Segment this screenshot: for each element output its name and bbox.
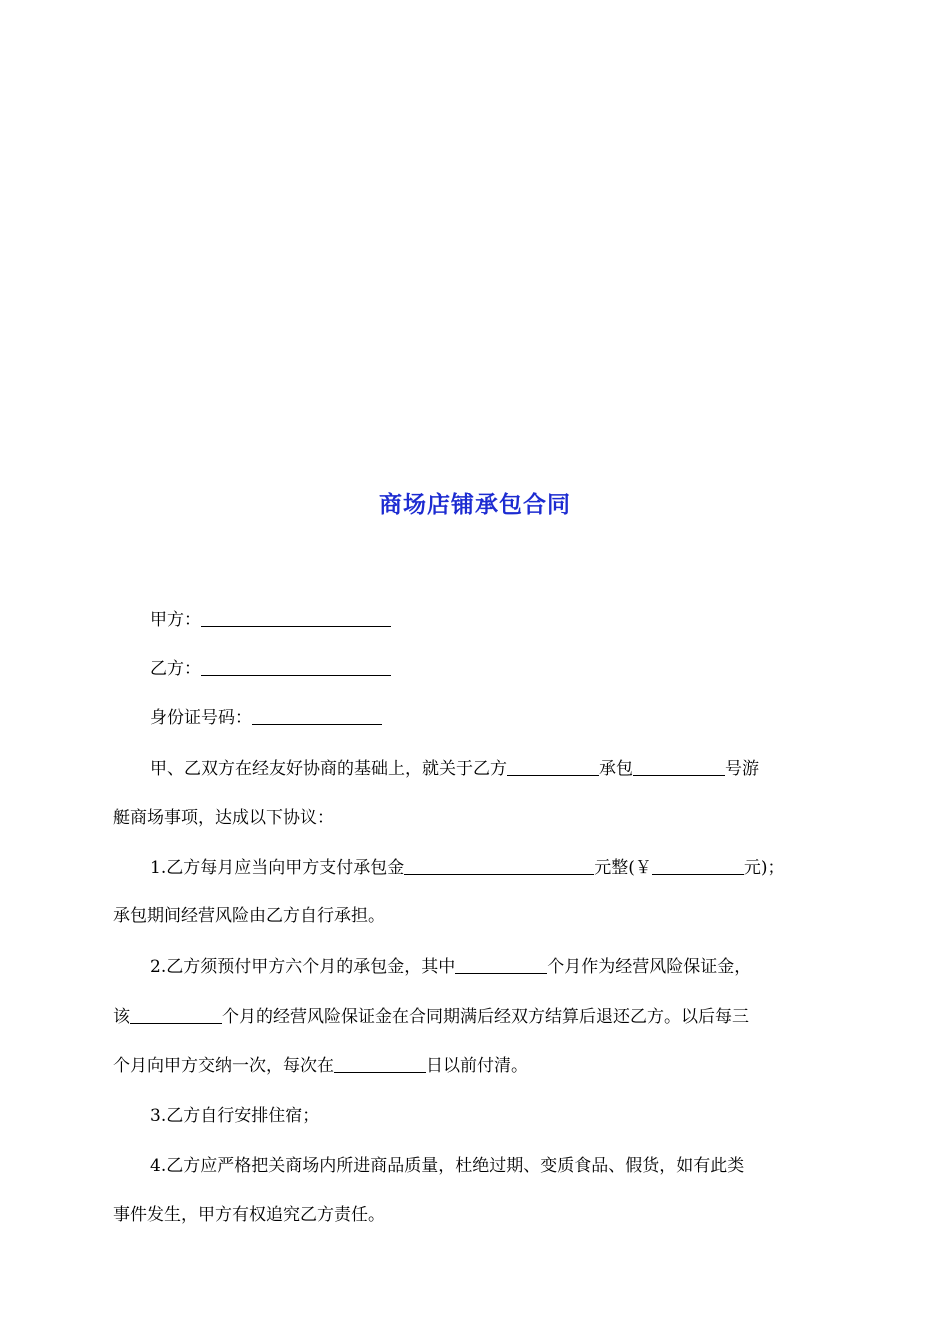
clause-2-line-3 xyxy=(113,1054,838,1078)
clause-1-text-2: 元整(￥ xyxy=(594,858,652,878)
clause-2-blank-2[interactable] xyxy=(130,1007,222,1024)
clause-4-line-1: 4.乙方应严格把关商场内所进商品质量，杜绝过期、变质食品、假货，如有此类 xyxy=(150,1156,745,1176)
clause-2-blank-3[interactable] xyxy=(334,1056,426,1073)
intro-blank-2[interactable] xyxy=(633,759,725,776)
party-b-label: 乙方： xyxy=(150,659,201,679)
intro-blank-1[interactable] xyxy=(507,759,599,776)
intro-text-2: 承包 xyxy=(599,759,633,779)
clause-2-line-2 xyxy=(113,1005,838,1029)
clause-2-text-6: 日以前付清。 xyxy=(426,1056,528,1076)
clause-1-line-1 xyxy=(150,856,875,880)
clause-2-text-2: 个月作为经营风险保证金， xyxy=(547,957,752,977)
clause-4-line-2: 事件发生，甲方有权追究乙方责任。 xyxy=(113,1205,385,1225)
id-number-line xyxy=(150,706,875,730)
clause-2-blank-1[interactable] xyxy=(455,957,547,974)
clause-2-text-1: 2.乙方须预付甲方六个月的承包金，其中 xyxy=(150,957,456,977)
id-number-label: 身份证号码： xyxy=(150,708,252,728)
intro-line-1 xyxy=(150,757,875,781)
party-b-line xyxy=(150,657,875,681)
party-a-line xyxy=(150,608,875,632)
clause-1-line-2: 承包期间经营风险由乙方自行承担。 xyxy=(113,906,385,926)
clause-2-text-3: 该 xyxy=(113,1007,130,1027)
intro-text-1: 甲、乙双方在经友好协商的基础上，就关于乙方 xyxy=(150,759,507,779)
party-a-label: 甲方： xyxy=(150,610,201,630)
clause-2-text-5: 个月向甲方交纳一次，每次在 xyxy=(113,1056,334,1076)
clause-2-line-1 xyxy=(150,955,875,979)
clause-2-text-4: 个月的经营风险保证金在合同期满后经双方结算后退还乙方。以后每三 xyxy=(222,1007,749,1027)
party-a-blank[interactable] xyxy=(201,610,391,627)
id-number-blank[interactable] xyxy=(252,708,382,725)
clause-1-text-1: 1.乙方每月应当向甲方支付承包金 xyxy=(150,858,405,878)
clause-1-text-3: 元)； xyxy=(743,858,785,878)
clause-1-number-blank[interactable] xyxy=(652,858,744,875)
party-b-blank[interactable] xyxy=(201,659,391,676)
document-title: 商场店铺承包合同 xyxy=(379,492,571,518)
intro-text-3: 号游 xyxy=(725,759,759,779)
intro-line-2: 艇商场事项，达成以下协议： xyxy=(113,808,334,828)
clause-3-line: 3.乙方自行安排住宿； xyxy=(150,1106,320,1126)
clause-1-amount-blank[interactable] xyxy=(404,858,594,875)
